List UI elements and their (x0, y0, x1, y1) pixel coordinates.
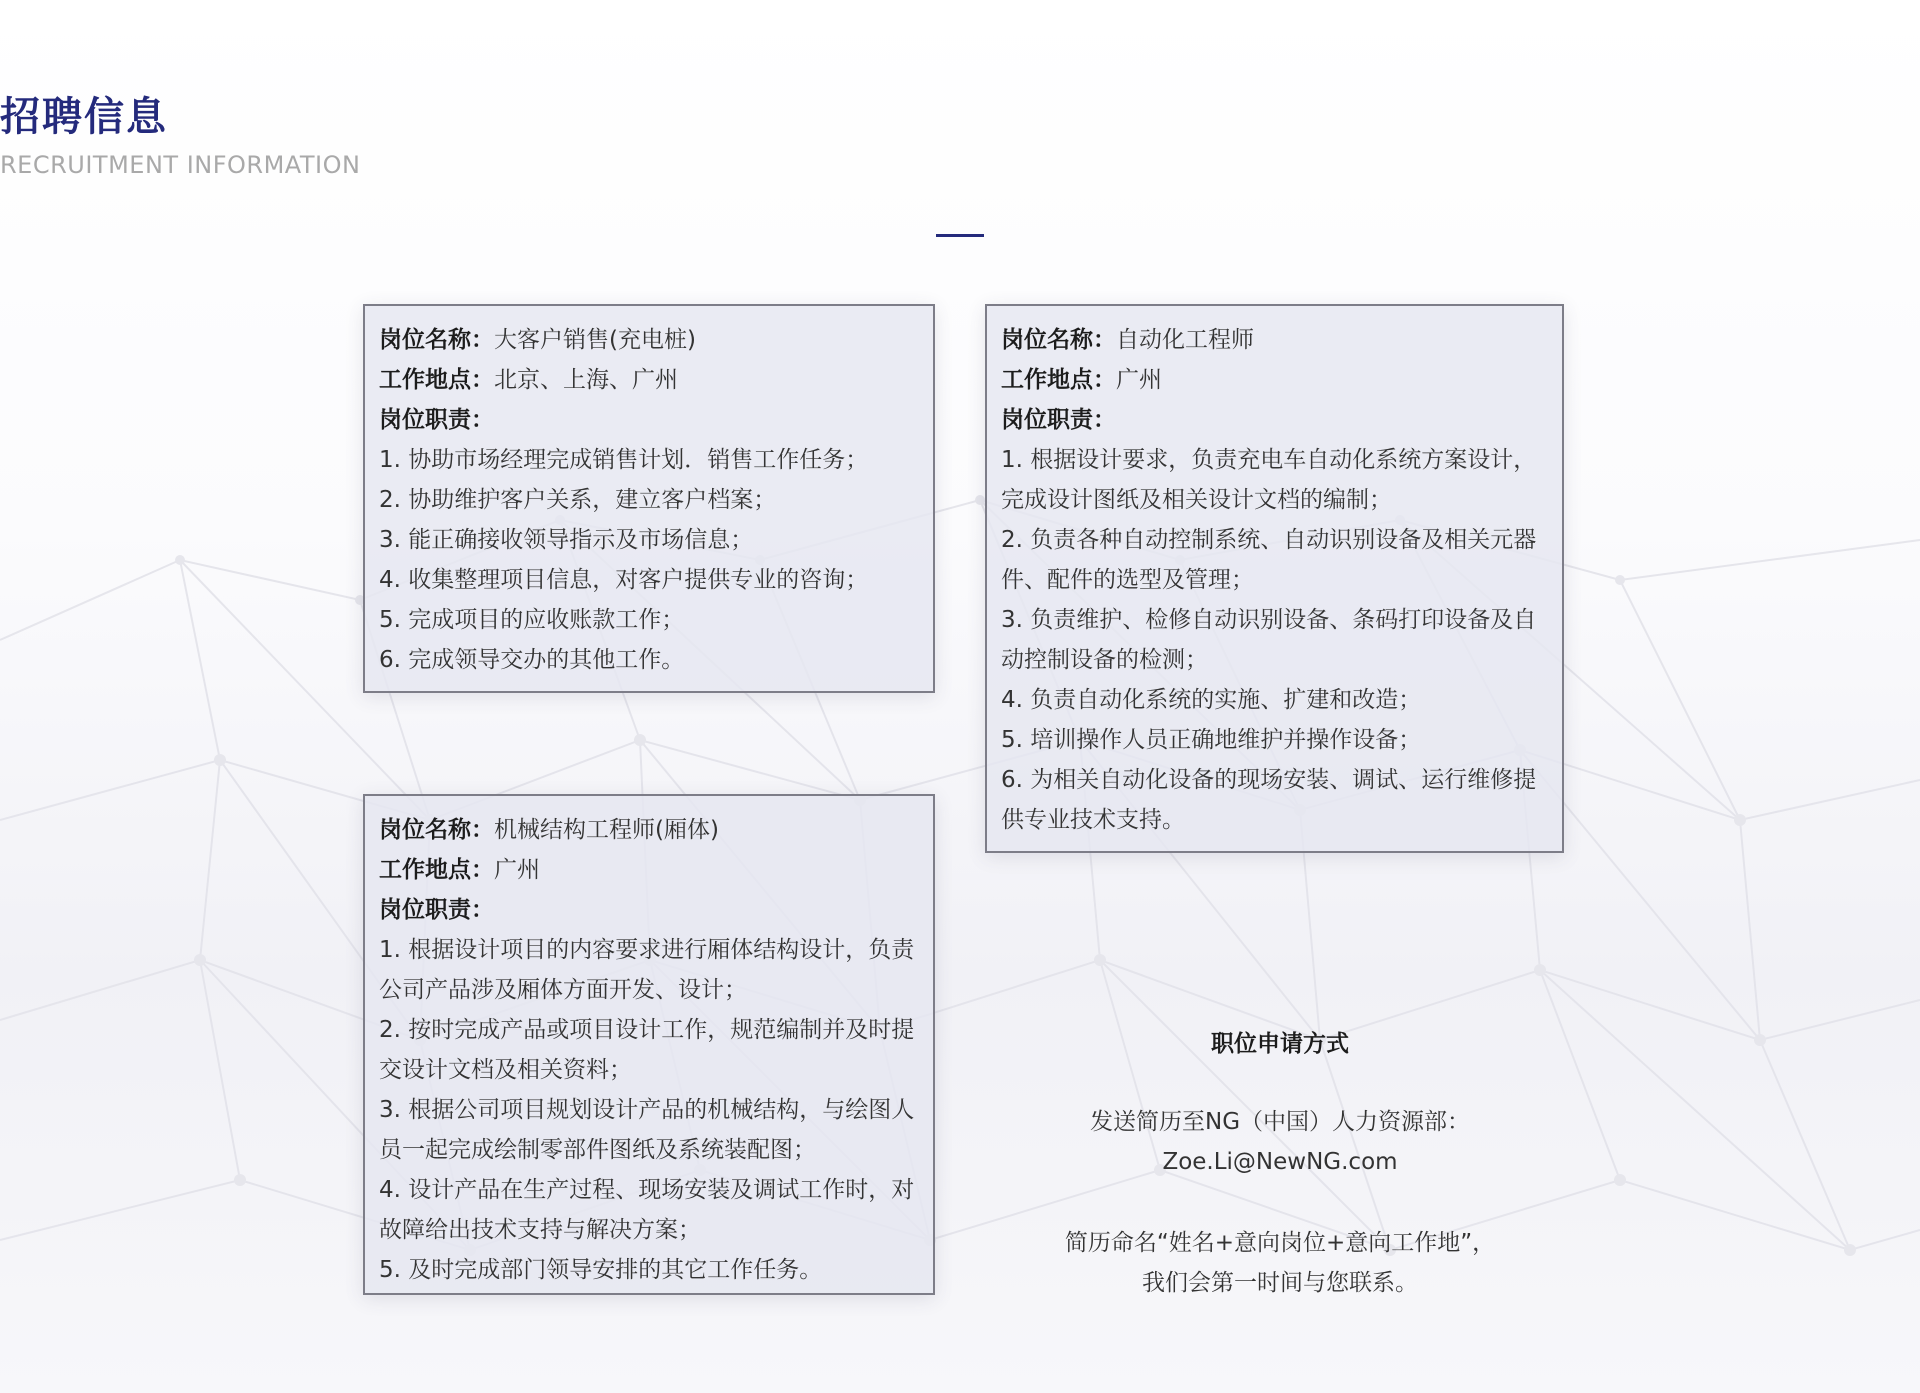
apply-title: 职位申请方式 (1211, 1031, 1349, 1057)
page-subtitle: RECRUITMENT INFORMATION (0, 151, 361, 179)
job-duty-item: 5. 及时完成部门领导安排的其它工作任务。 (379, 1257, 823, 1283)
job-duties-label: 岗位职责： (379, 897, 494, 923)
job-duty-item: 3. 负责维护、检修自动识别设备、条码打印设备及自动控制设备的检测； (1001, 607, 1537, 673)
job-duty-item: 2. 协助维护客户关系，建立客户档案； (379, 487, 777, 513)
job-card-automation-engineer (985, 304, 1564, 853)
job-duty-item: 6. 完成领导交办的其他工作。 (379, 647, 685, 673)
job-duty-item: 2. 按时完成产品或项目设计工作，规范编制并及时提交设计文档及相关资料； (379, 1017, 915, 1083)
job-duty-item: 5. 完成项目的应收账款工作； (379, 607, 685, 633)
job-location-row (1001, 360, 1548, 400)
job-location-label: 工作地点： (379, 367, 494, 393)
job-location: 北京、上海、广州 (494, 367, 678, 393)
job-duties-label-row (1001, 400, 1548, 440)
job-name-label: 岗位名称： (379, 327, 494, 353)
title-divider (936, 234, 984, 237)
apply-naming-rule: 简历命名“姓名+意向岗位+意向工作地”， (1064, 1230, 1496, 1256)
job-duty-item: 3. 根据公司项目规划设计产品的机械结构，与绘图人员一起完成绘制零部件图纸及系统装配图； (379, 1097, 915, 1163)
job-duty-item: 1. 根据设计要求，负责充电车自动化系统方案设计，完成设计图纸及相关设计文档的编制； (1001, 447, 1537, 513)
page-title: 招聘信息 (0, 94, 168, 140)
job-duty-item: 1. 协助市场经理完成销售计划．销售工作任务； (379, 447, 869, 473)
job-name: 自动化工程师 (1116, 327, 1254, 353)
job-duties-label: 岗位职责： (379, 407, 494, 433)
job-location-row (379, 850, 919, 890)
job-location-row (379, 360, 919, 400)
job-name-label: 岗位名称： (1001, 327, 1116, 353)
job-duties-label-row (379, 890, 919, 930)
job-duties-label-row (379, 400, 919, 440)
job-name-row (379, 810, 919, 850)
job-name: 机械结构工程师(厢体) (494, 817, 719, 843)
job-card-mechanical-engineer (363, 794, 935, 1295)
job-duty-item: 1. 根据设计项目的内容要求进行厢体结构设计，负责公司产品涉及厢体方面开发、设计； (379, 937, 915, 1003)
job-duty-item: 4. 负责自动化系统的实施、扩建和改造； (1001, 687, 1422, 713)
job-duty-item: 4. 设计产品在生产过程、现场安装及调试工作时，对故障给出技术支持与解决方案； (379, 1177, 915, 1243)
apply-contact-note: 我们会第一时间与您联系。 (1142, 1270, 1418, 1296)
apply-instruction: 发送简历至NG（中国）人力资源部： (1089, 1109, 1471, 1135)
job-location: 广州 (1116, 367, 1162, 393)
job-name: 大客户销售(充电桩) (494, 327, 696, 353)
job-location: 广州 (494, 857, 540, 883)
job-duty-item: 2. 负责各种自动控制系统、自动识别设备及相关元器件、配件的选型及管理； (1001, 527, 1537, 593)
job-name-row (379, 320, 919, 360)
job-name-label: 岗位名称： (379, 817, 494, 843)
job-duty-item: 5. 培训操作人员正确地维护并操作设备； (1001, 727, 1422, 753)
job-card-sales (363, 304, 935, 693)
job-location-label: 工作地点： (379, 857, 494, 883)
apply-email-link[interactable]: Zoe.Li@NewNG.com (1162, 1149, 1398, 1175)
job-duties-label: 岗位职责： (1001, 407, 1116, 433)
job-duty-item: 4. 收集整理项目信息，对客户提供专业的咨询； (379, 567, 869, 593)
job-name-row (1001, 320, 1548, 360)
job-location-label: 工作地点： (1001, 367, 1116, 393)
job-duty-item: 6. 为相关自动化设备的现场安装、调试、运行维修提供专业技术支持。 (1001, 767, 1537, 833)
job-duty-item: 3. 能正确接收领导指示及市场信息； (379, 527, 754, 553)
